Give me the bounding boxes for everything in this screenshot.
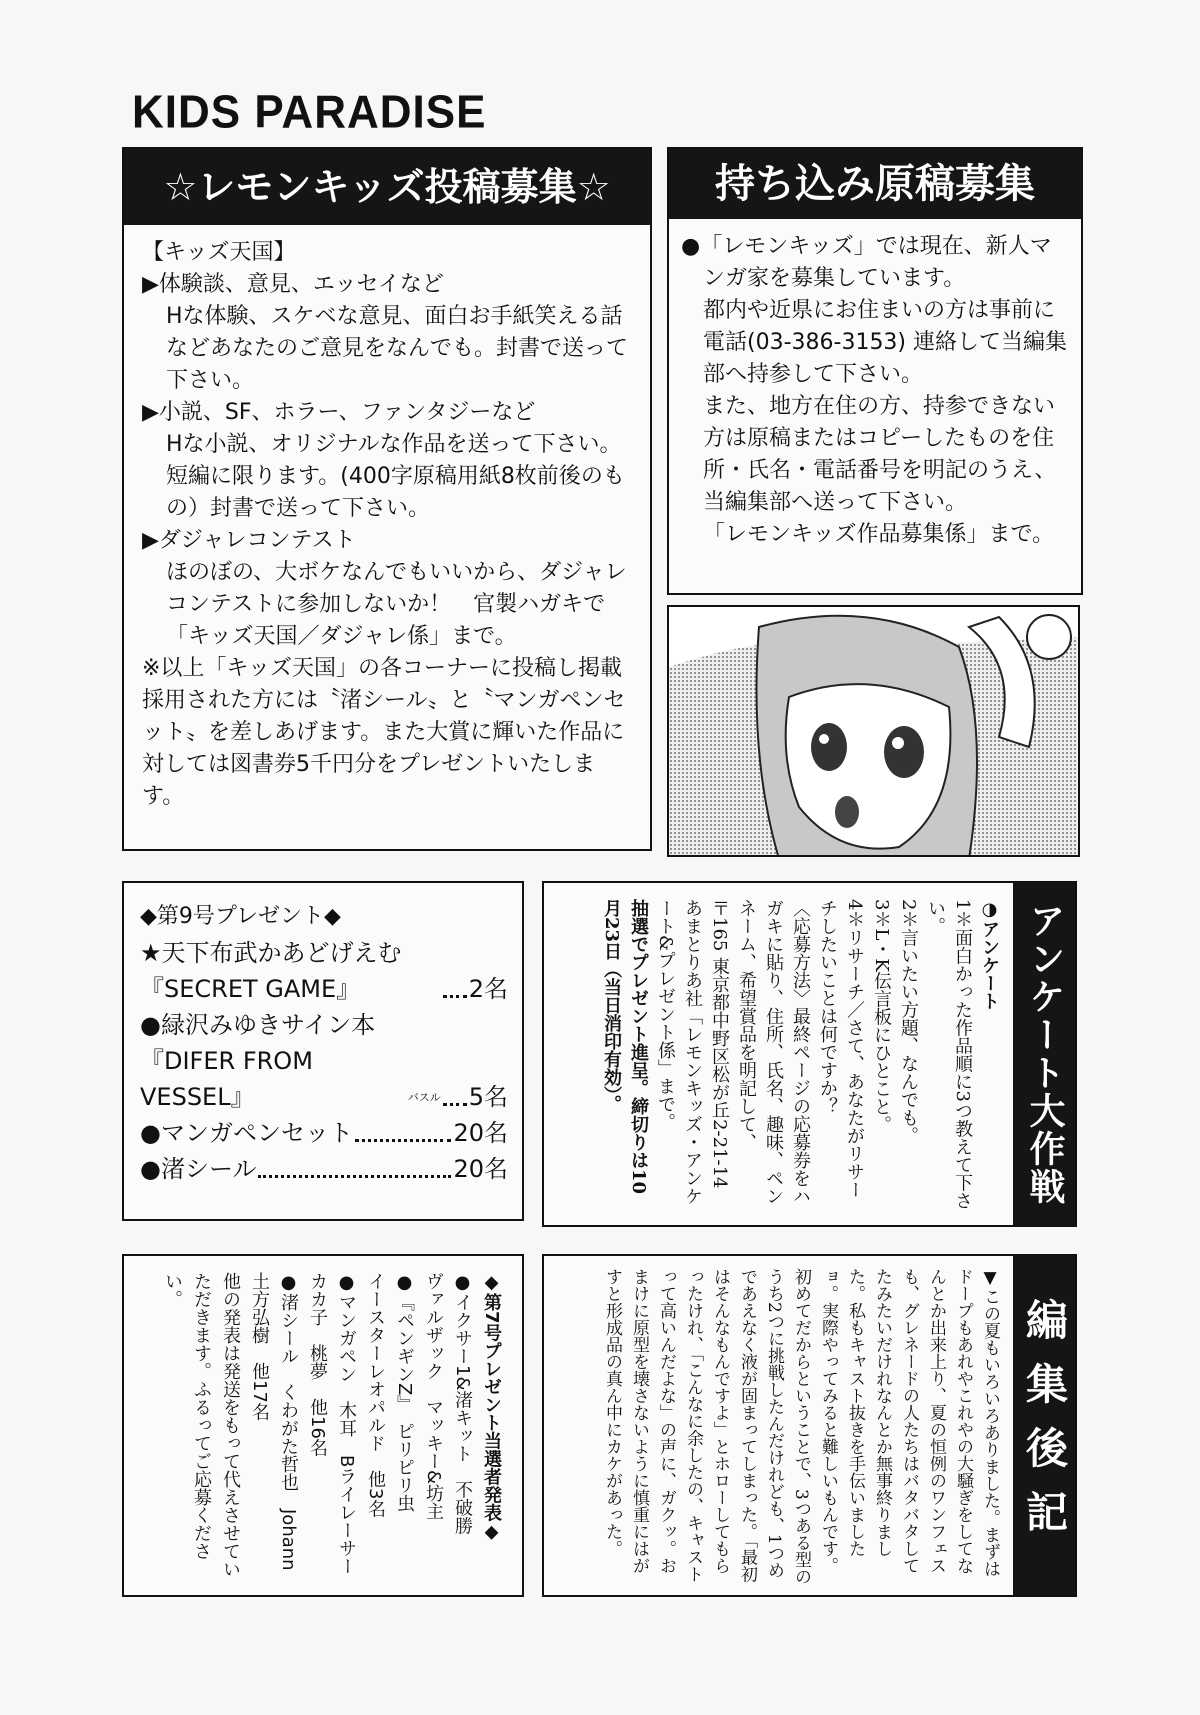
winner-line: ●マンガペン 木耳 Bライレーサー カカ子 桃夢 他16名 <box>307 1272 357 1594</box>
submission-box <box>122 147 652 851</box>
paragraph: ●「レモンキッズ」では現在、新人マンガ家を募集しています。 <box>681 234 1052 291</box>
present-item <box>140 935 508 1007</box>
survey-line: 3＊L・K伝言板にひとこと。 <box>871 899 892 1134</box>
present-item-count: 5名 <box>468 1083 508 1111</box>
winner-line: ●『ペンギンZ』 ピリピリ虫 <box>394 1272 415 1513</box>
survey-box <box>542 881 1077 1227</box>
submission-header: ☆レモンキッズ投稿募集☆ <box>124 149 650 225</box>
present-item <box>140 1115 508 1151</box>
present-item-name: ●緑沢みゆきサイン本『DIFER FROM VESSEL』 <box>140 1011 376 1111</box>
winner-line: ●渚シール くわがた哲也 Johann 土方弘樹 他17名 <box>249 1272 299 1589</box>
ruby: バスル <box>407 1091 441 1104</box>
afterword-text: ▼この夏もいろいろありました。まずはドープもあれやこれやの大騒ぎをしてなんとか出来上り、夏の恒例のワンフェスも、グレネードの人たちはバタバタしてたみたいだけれなんとか無事終りました。私もキャスト抜きを手伝いましたョ。実際やってみると難しいもんです。初めてだからということで、3つある型のうち2つに挑戦したんだけれども、1つめであえなく液が固まってしまった。「最初はそんなもんですよ」とホローしてもらったけれ、「こんなに余したの、キャストって高いんだよな」の声に、ガクッ。おまけに原型を壊さないように慎重にはがすと形成品の真ん中にカケがあった。 <box>602 1268 1000 1585</box>
leader-dots <box>443 995 467 998</box>
survey-line: ◑アンケート <box>979 899 1000 1010</box>
survey-line: 2＊言いたい方題、なんでも。 <box>898 899 919 1145</box>
present-item-count: 20名 <box>453 1119 508 1147</box>
paragraph: 「レモンキッズ作品募集係」まで。 <box>703 522 1055 547</box>
manuscript-header: 持ち込み原稿募集 <box>669 149 1081 219</box>
paragraph: 都内や近県にお住まいの方は事前に電話(03-386-3153) 連絡して当編集部へ持参して下さい。 <box>703 298 1068 387</box>
item-body: Hな体験、スケベな意見、面白お手紙笑える話などあなたのご意見をなんでも。封書で送って下さい。 <box>166 304 629 393</box>
afterword-box <box>542 1254 1077 1597</box>
leader-dots <box>355 1139 452 1142</box>
note: ※以上「キッズ天国」の各コーナーに投稿し掲載採用された方には〝渚シール〟と〝マンガペンセット〟を差しあげます。また大賞に輝いた作品に対しては図書券5千円分をプレゼントいたします。 <box>142 656 626 809</box>
winner-line: イースターレオパルド 他3名 <box>365 1272 386 1518</box>
paragraph: また、地方在住の方、持参できない方は原稿またはコピーしたものを住所・氏名・電話番号を明記のうえ、当編集部へ送って下さい。 <box>703 394 1057 515</box>
item-head: ▶体験談、意見、エッセイなど <box>142 272 444 297</box>
present-item-count: 20名 <box>453 1155 508 1183</box>
winners-box <box>122 1254 524 1597</box>
leader-dots <box>443 1103 467 1106</box>
present-header: ◆第9号プレゼント◆ <box>140 904 341 929</box>
survey-line: 〒165 東京都中野区松が丘2-21-14 あまとりあ社「レモンキッズ・アンケート&プレゼント係」まで。 <box>655 899 730 1205</box>
survey-line: 4＊リサーチ／さて、あなたがリサーチしたいことは何ですか？ <box>817 899 865 1199</box>
survey-header: アンケート大作戦 <box>1013 883 1075 1225</box>
winner-line: ◆第7号プレゼント当選者発表◆ <box>481 1272 502 1543</box>
item-head: ▶小説、SF、ホラー、ファンタジーなど <box>142 400 536 425</box>
item-body: ほのぼの、大ボケなんでもいいから、ダジャレコンテストに参加しないか！ 官製ハガキで「キッズ天国／ダジャレ係」まで。 <box>166 560 627 649</box>
winner-line: ヴァルザック マッキー&坊主 <box>423 1272 444 1521</box>
manga-illustration <box>667 605 1080 857</box>
section-label: 【キッズ天国】 <box>142 240 296 265</box>
manuscript-box <box>667 147 1083 595</box>
page-title: KIDS PARADISE <box>132 86 487 139</box>
item-body: Hな小説、オリジナルな作品を送って下さい。短編に限ります。(400字原稿用紙8枚前後のもの）封書で送って下さい。 <box>166 432 625 521</box>
present-item-count: 2名 <box>468 975 508 1003</box>
winner-line: 他の発表は発送をもって代えさせていただきます。ふるってご応募ください。 <box>162 1272 241 1578</box>
present-item-name: ★天下布武かあどげえむ『SECRET GAME』 <box>140 939 402 1003</box>
survey-line: 抽選でプレゼント進呈。締切りは10月23日（当日消印有効）。 <box>601 899 649 1195</box>
item-head: ▶ダジャレコンテスト <box>142 528 356 553</box>
present-box <box>122 881 524 1221</box>
present-item <box>140 1151 508 1187</box>
leader-dots <box>258 1175 451 1178</box>
present-item <box>140 1007 508 1115</box>
present-item-name: ●マンガペンセット <box>140 1119 353 1147</box>
present-item-name: ●渚シール <box>140 1155 257 1183</box>
survey-line: 〈応募方法〉最終ページの応募券をハガキに貼り、住所、氏名、趣味、ペンネーム、希望賞品を明記して、 <box>736 899 811 1205</box>
girl-illustration <box>669 607 1080 857</box>
winner-line: ●イクサー1&渚キット 不破勝 <box>452 1272 473 1535</box>
afterword-header: 編集後記 <box>1013 1256 1075 1595</box>
survey-line: 1＊面白かった作品順に3つ教えて下さい。 <box>925 899 973 1210</box>
